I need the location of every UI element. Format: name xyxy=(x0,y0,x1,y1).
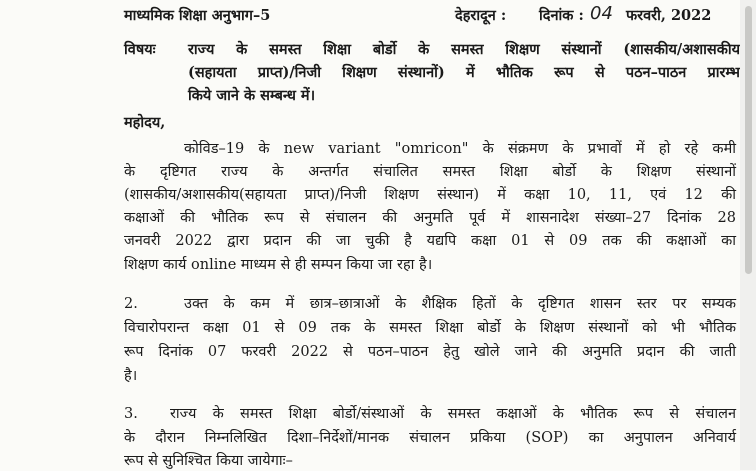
date-label: दिनांक : xyxy=(539,7,584,24)
para2-line-2: विचारोपरान्त कक्षा 01 से 09 तक के समस्त शिक्षा बोर्डो के शिक्षण संस्थानों को भी भौतिक xyxy=(124,320,736,336)
scrollbar-thumb[interactable] xyxy=(745,6,752,274)
date-day: 04 xyxy=(590,3,613,24)
para2-number: 2. xyxy=(124,296,138,312)
para1-line-2: के दृष्टिगत राज्य के अन्तर्गत संचालित समस्त शिक्षा बोर्डो के शिक्षण संस्थानों xyxy=(124,164,736,180)
date-month-year: फरवरी, 2022 xyxy=(626,7,712,24)
para2-line-4: है। xyxy=(124,368,138,384)
subject-line-2: (सहायता प्राप्त)/निजी शिक्षण संस्थानों) में भौतिक रूप से पठन–पाठन प्रारम्भ xyxy=(188,64,740,81)
para2-line-3: रूप दिनांक 07 फरवरी 2022 से पठन–पाठन हेतु खोले जाने की अनुमति प्रदान की जाती xyxy=(124,344,736,360)
para1-line-5: जनवरी 2022 द्वारा प्रदान की जा चुकी है यद्यपि कक्षा 01 से 09 तक की कक्षाओं का xyxy=(124,233,736,249)
para3-line-1: राज्य के समस्त शिक्षा बोर्डो/संस्थाओं के समस्त कक्षाओं के भौतिक रूप से संचालन xyxy=(170,406,736,422)
para2-line-1: उक्त के कम में छात्र–छात्राओं के शैक्षिक हितों के दृष्टिगत शासन स्तर पर सम्यक xyxy=(184,296,736,312)
section-heading: माध्यमिक शिक्षा अनुभाग–5 xyxy=(124,7,271,24)
salutation: महोदय, xyxy=(124,114,166,131)
para3-number: 3. xyxy=(124,406,138,422)
para1-line-4: कक्षाओं की भौतिक रूप से संचालन की अनुमति पूर्व में शासनादेश संख्या–27 दिनांक 28 xyxy=(124,210,736,226)
subject-line-1: राज्य के समस्त शिक्षा बोर्डो के समस्त शिक्षण संस्थानों (शासकीय/अशासकीय xyxy=(188,41,740,58)
scrollbar-track[interactable] xyxy=(740,0,756,470)
para1-line-1: कोविड–19 के new variant "omricon" के संक्रमण के प्रभावों में हो रहे कमी xyxy=(184,141,736,157)
para1-line-6: शिक्षण कार्य online माध्यम से ही सम्पन किया जा रहा है। xyxy=(124,257,433,273)
subject-label: विषयः xyxy=(124,41,156,58)
subject-line-3: किये जाने के सम्बन्ध में। xyxy=(188,87,316,104)
place: देहरादून : xyxy=(455,7,507,24)
para3-line-3: रूप से सुनिश्चित किया जायेगाः– xyxy=(124,453,293,469)
para1-line-3: (शासकीय/अशासकीय(सहायता प्राप्त)/निजी शिक्षण संस्थान) में कक्षा 10, 11, एवं 12 की xyxy=(124,187,736,203)
para3-line-2: के दौरान निम्नलिखित दिशा–निर्देशों/मानक संचालन प्रकिया (SOP) का अनुपालन अनिवार्य xyxy=(124,430,736,446)
